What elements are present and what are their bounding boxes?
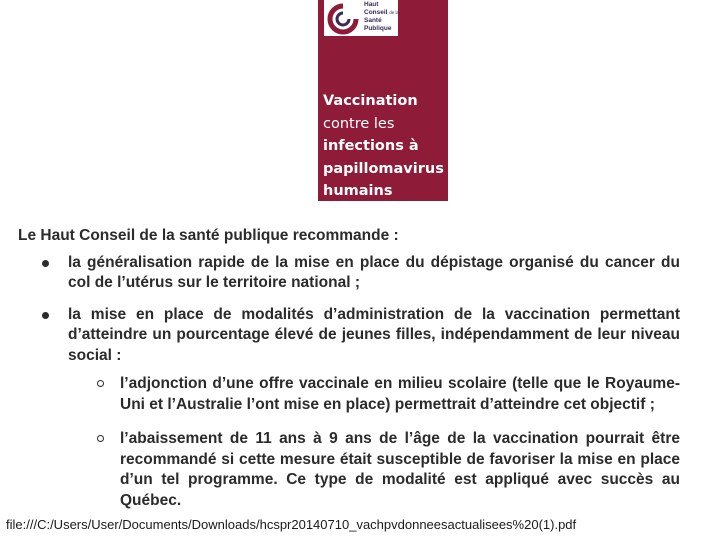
bullet-icon — [42, 312, 49, 319]
sub-bullet-list — [18, 374, 680, 511]
bullet-icon — [42, 260, 49, 267]
report-cover-image — [318, 0, 448, 201]
sub-bullet-text: l’abaissement de 11 ans à 9 ans de l’âge de la vaccination pourrait être recommandé si cette mesure était susceptible de favoriser la mise en place d’un tel programme. Ce type de modalité est appliqué avec succès au Québec. — [120, 430, 680, 509]
cover-title-line: Vaccination — [323, 93, 418, 109]
cover-title-line: infections à — [323, 138, 419, 154]
cover-title — [323, 90, 483, 203]
circle-bullet-icon — [97, 380, 104, 387]
cover-title-line: papillomavirus — [323, 160, 444, 177]
recommendation-heading: Le Haut Conseil de la santé publique recommande : — [18, 227, 399, 244]
logo-text: Haut Conseil de la Santé Publique — [364, 1, 400, 32]
hcsp-logo — [324, 0, 398, 36]
circle-bullet-icon — [97, 435, 104, 442]
hcsp-logo-icon — [327, 3, 359, 35]
file-path-link[interactable]: file:///C:/Users/User/Documents/Downloads/hcspr20140710_vachpvdonneesactualisees%20(1).pdf — [6, 517, 577, 532]
bullet-text: la généralisation rapide de la mise en place du dépistage organisé du cancer du col de l’utérus sur le territoire national ; — [68, 253, 680, 291]
sub-bullet-text: l’adjonction d’une offre vaccinale en milieu scolaire (telle que le Royaume-Uni et l’Australie l’ont mise en place) permettrait d’atteindre cet objectif ; — [120, 375, 680, 413]
sub-bullet-item — [18, 429, 680, 511]
bullet-item — [18, 253, 680, 294]
sub-bullet-item — [18, 374, 680, 415]
cover-title-line: contre les — [323, 115, 395, 132]
recommendation-text — [18, 226, 680, 522]
bullet-item — [18, 305, 680, 512]
cover-title-line: humains — [323, 183, 393, 199]
bullet-text: la mise en place de modalités d’administration de la vaccination permettant d’atteindre un pourcentage élevé de jeunes filles, indépendamment de leur niveau social : — [68, 305, 680, 364]
